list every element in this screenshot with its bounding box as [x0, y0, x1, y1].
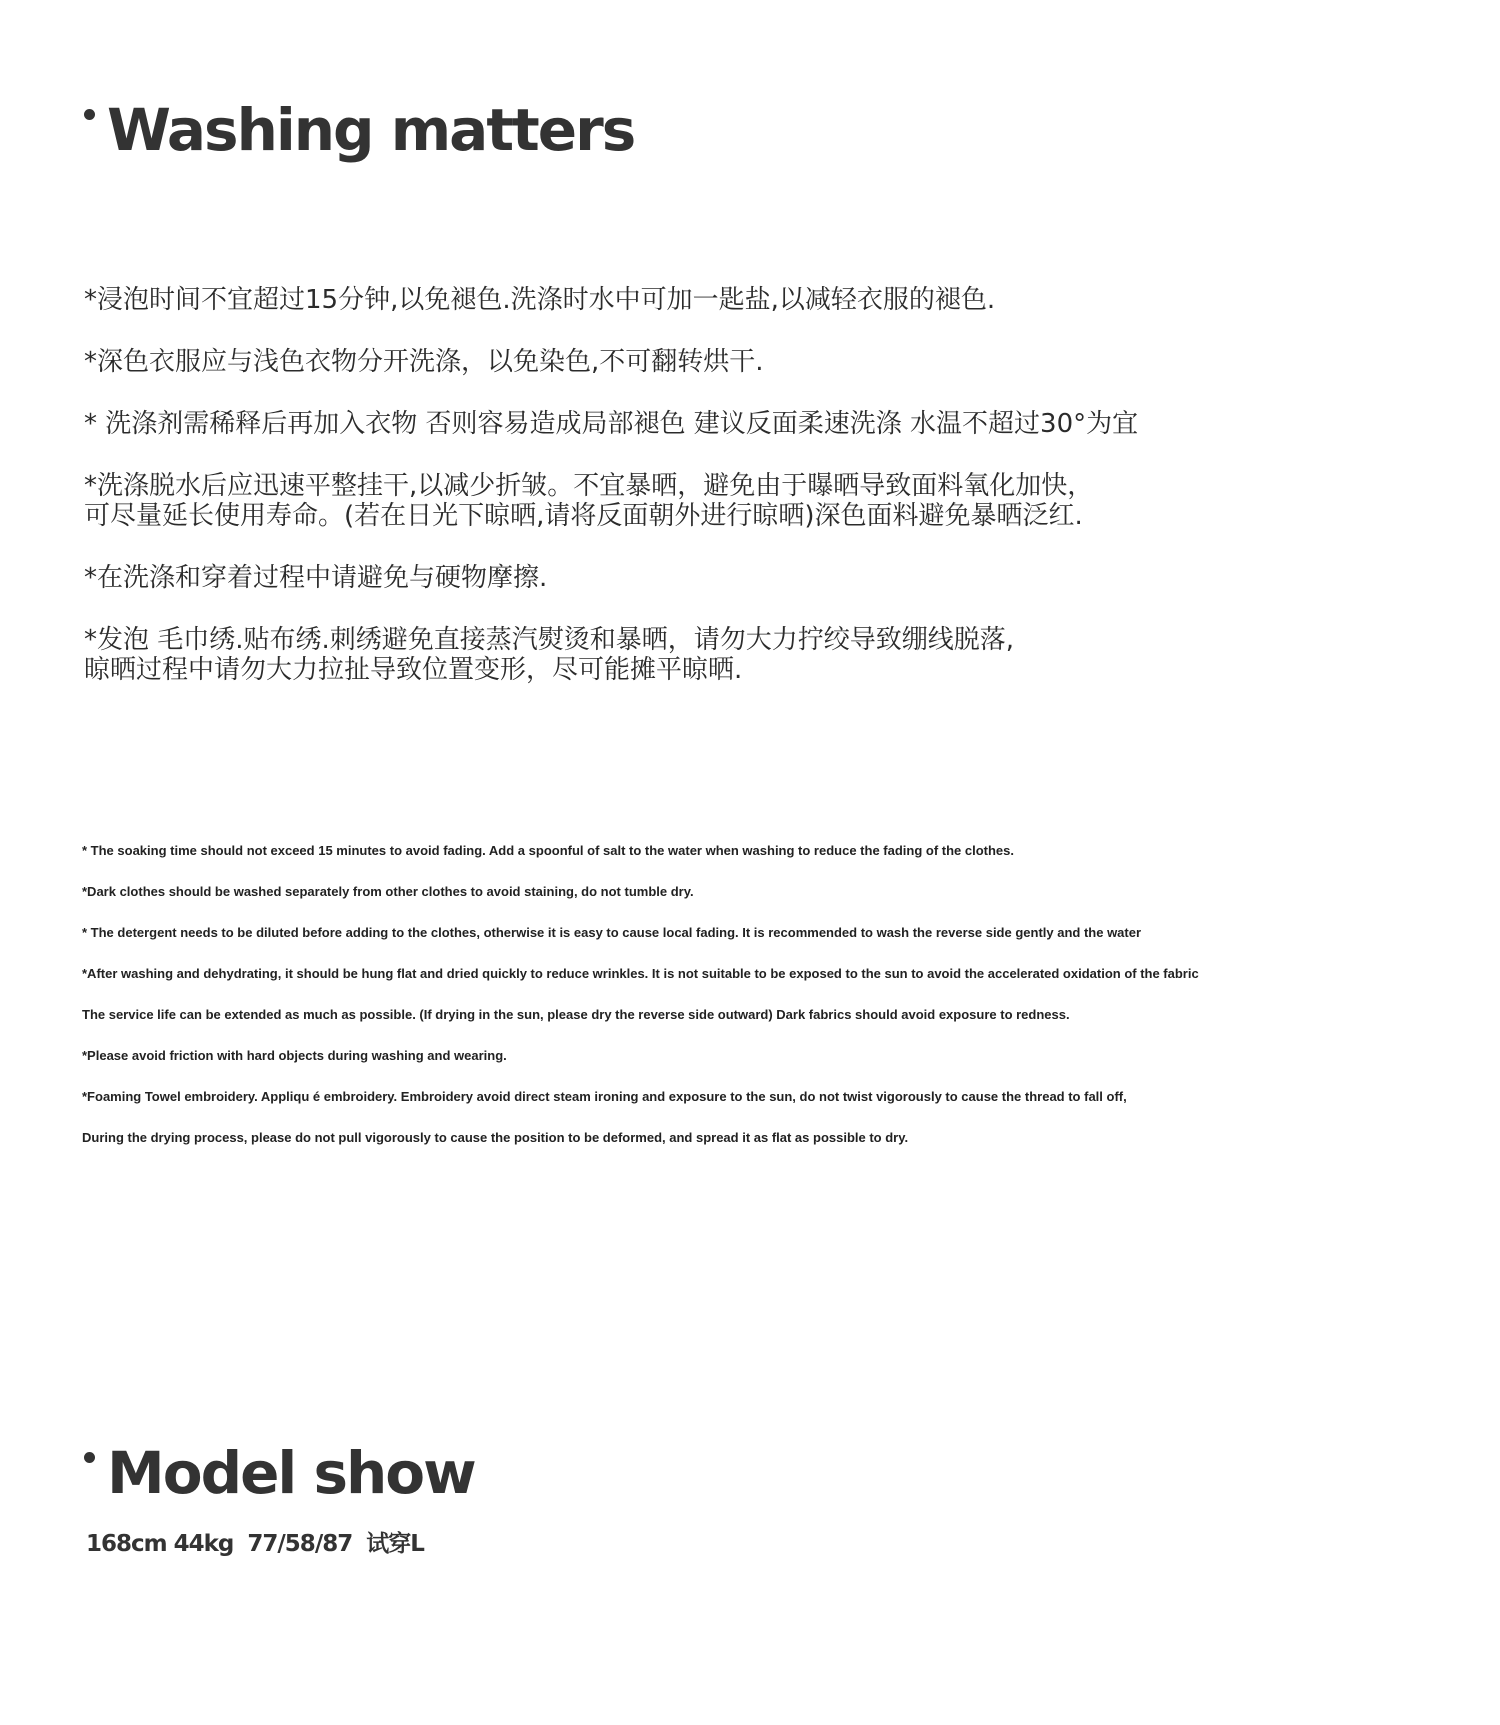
cn-instruction-dark-clothes: *深色衣服应与浅色衣物分开洗涤，以免染色,不可翻转烘干. [84, 347, 764, 377]
english-care-instructions [82, 842, 1472, 1170]
cn-instruction-embroidery-line1: *发泡 毛巾绣.贴布绣.刺绣避免直接蒸汽熨烫和暴晒，请勿大力拧绞导致绷线脱落, [84, 625, 1015, 655]
en-instruction-drying-line2: The service life can be extended as much as possible. (If drying in the sun, please dry the reverse side outward) Dark fabrics should avoid exposure to redness. [82, 1007, 1070, 1022]
en-instruction-dark-clothes: *Dark clothes should be washed separately from other clothes to avoid staining, do not tumble dry. [82, 884, 694, 899]
cn-instruction-detergent: * 洗涤剂需稀释后再加入衣物 否则容易造成局部褪色 建议反面柔速洗涤 水温不超过30°为宜 [84, 409, 1139, 439]
model-show-title: Model show [107, 1439, 475, 1507]
washing-matters-title: Washing matters [107, 96, 635, 164]
en-instruction-embroidery-line1: *Foaming Towel embroidery. Appliqu é embroidery. Embroidery avoid direct steam ironing and exposure to the sun, do not twist vigorously to cause the thread to fall off, [82, 1089, 1127, 1104]
en-instruction-detergent: * The detergent needs to be diluted before adding to the clothes, otherwise it is easy to cause local fading. It is recommended to wash the reverse side gently and the water [82, 925, 1142, 940]
en-instruction-drying-line1: *After washing and dehydrating, it should be hung flat and dried quickly to reduce wrinkles. It is not suitable to be exposed to the sun to avoid the accelerated oxidation of the fabric [82, 966, 1199, 981]
bullet-dot [84, 109, 95, 120]
bullet-dot [84, 1452, 95, 1463]
cn-instruction-drying-line2: 可尽量延长使用寿命。(若在日光下晾晒,请将反面朝外进行晾晒)深色面料避免暴晒泛红. [84, 501, 1083, 531]
en-instruction-embroidery-line2: During the drying process, please do not pull vigorously to cause the position to be deformed, and spread it as flat as possible to dry. [82, 1130, 909, 1145]
chinese-care-instructions [84, 285, 1464, 717]
en-instruction-soaking: * The soaking time should not exceed 15 minutes to avoid fading. Add a spoonful of salt to the water when washing to reduce the fading of the clothes. [82, 843, 1015, 858]
model-measurements: 168cm 44kg 77/58/87 试穿L [86, 1531, 424, 1557]
model-show-heading [84, 1438, 475, 1508]
cn-instruction-embroidery-line2: 晾晒过程中请勿大力拉扯导致位置变形，尽可能摊平晾晒. [84, 655, 743, 685]
cn-instruction-drying-line1: *洗涤脱水后应迅速平整挂干,以减少折皱。不宜暴晒，避免由于曝晒导致面料氧化加快， [84, 471, 1094, 501]
en-instruction-friction: *Please avoid friction with hard objects during washing and wearing. [82, 1048, 507, 1063]
cn-instruction-soaking: *浸泡时间不宜超过15分钟,以免褪色.洗涤时水中可加一匙盐,以减轻衣服的褪色. [84, 285, 996, 315]
cn-instruction-friction: *在洗涤和穿着过程中请避免与硬物摩擦. [84, 563, 548, 593]
washing-matters-heading [84, 95, 634, 165]
